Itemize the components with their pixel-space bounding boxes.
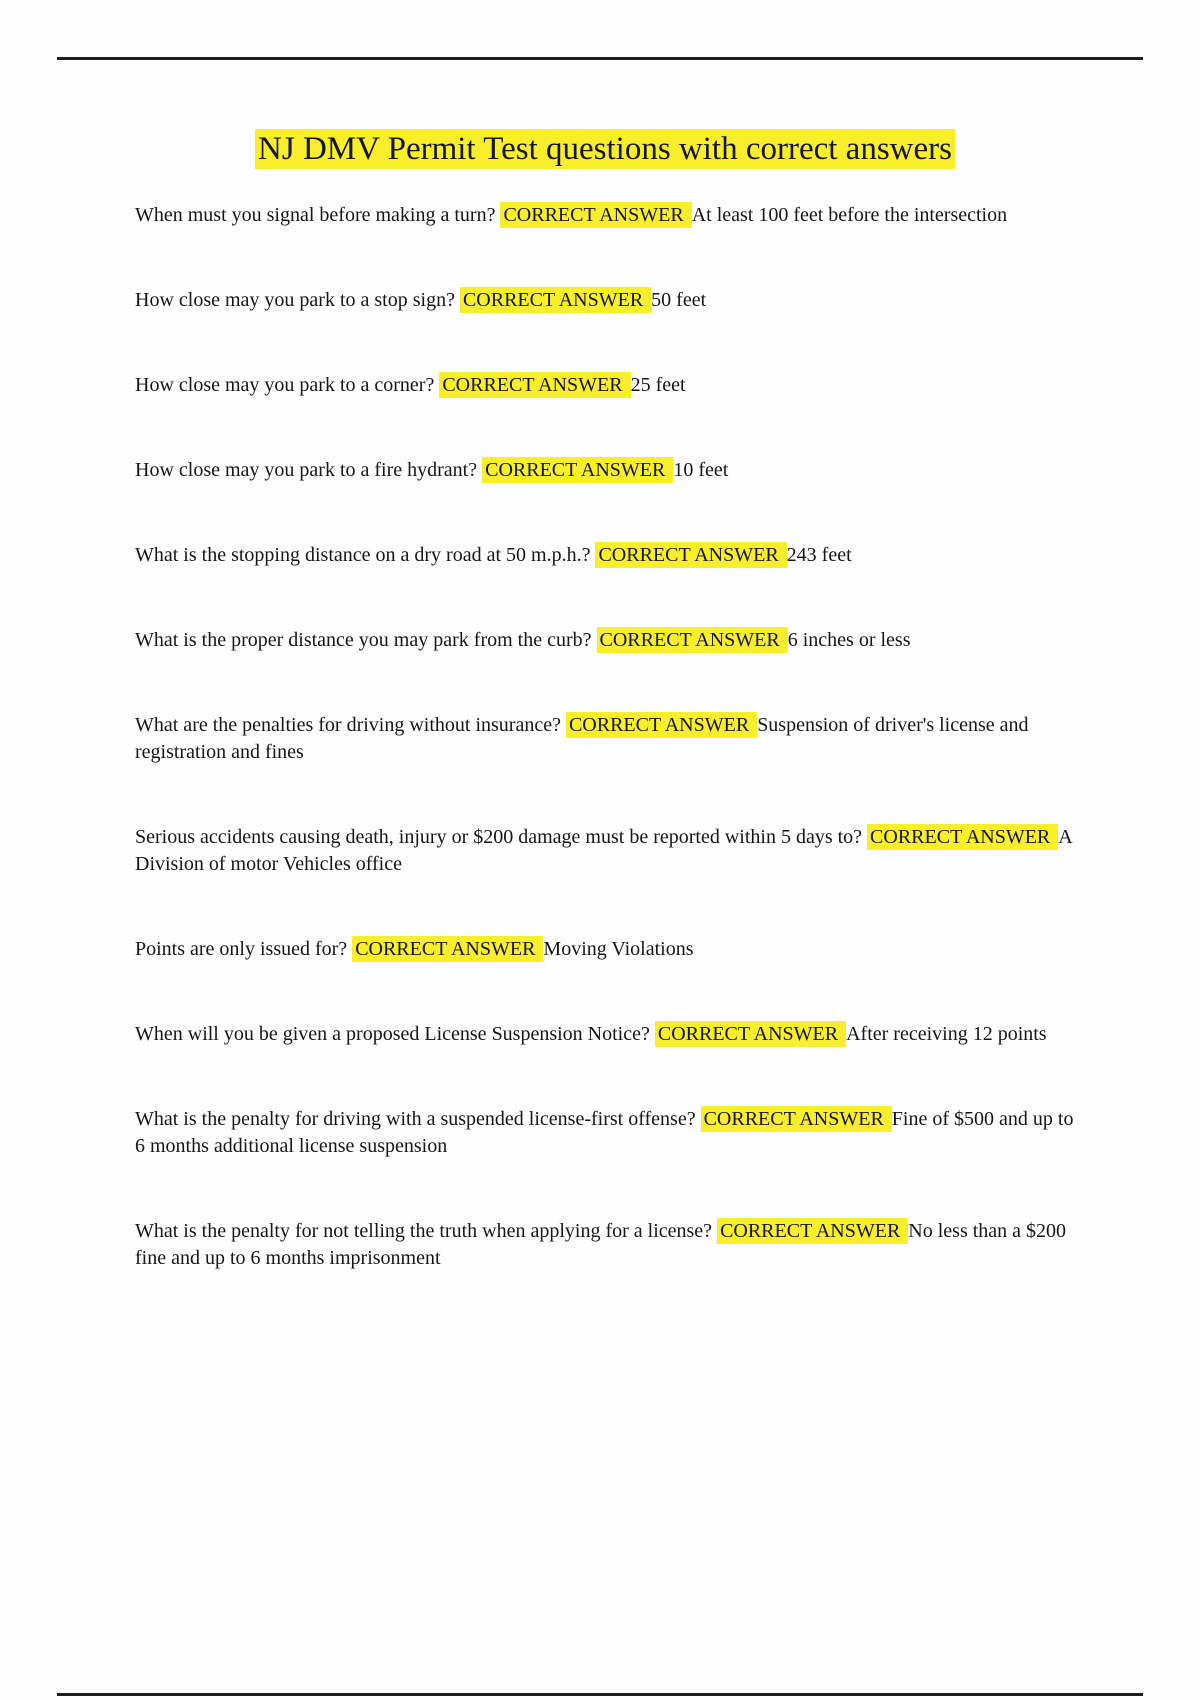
correct-answer-highlight: CORRECT ANSWER bbox=[352, 936, 543, 962]
question-text: What is the proper distance you may park from the curb? bbox=[135, 629, 597, 651]
correct-answer-highlight: CORRECT ANSWER bbox=[717, 1218, 908, 1244]
answer-text: Fine of $500 and up to 6 months additional license suspension bbox=[135, 1108, 1074, 1157]
question-text: What are the penalties for driving without insurance? bbox=[135, 714, 566, 736]
question-answer-item bbox=[135, 1218, 1075, 1272]
question-answer-item bbox=[135, 372, 1075, 399]
correct-answer-highlight: CORRECT ANSWER bbox=[595, 542, 786, 568]
document-content bbox=[135, 126, 1075, 1330]
correct-answer-highlight: CORRECT ANSWER bbox=[597, 627, 788, 653]
question-answer-item bbox=[135, 287, 1075, 314]
answer-text: 243 feet bbox=[786, 544, 852, 566]
question-answer-item bbox=[135, 542, 1075, 569]
question-answer-item bbox=[135, 824, 1075, 878]
top-rule bbox=[57, 57, 1143, 60]
correct-answer-highlight: CORRECT ANSWER bbox=[482, 457, 673, 483]
question-list bbox=[135, 202, 1075, 1272]
question-answer-item bbox=[135, 627, 1075, 654]
question-answer-item bbox=[135, 202, 1075, 229]
answer-text: A Division of motor Vehicles office bbox=[135, 826, 1072, 875]
answer-text: Moving Violations bbox=[543, 938, 694, 960]
title-highlight: NJ DMV Permit Test questions with correct answers bbox=[255, 129, 955, 169]
correct-answer-highlight: CORRECT ANSWER bbox=[500, 202, 691, 228]
bottom-rule bbox=[57, 1693, 1143, 1696]
answer-text: After receiving 12 points bbox=[846, 1023, 1047, 1045]
answer-text: Suspension of driver's license and registration and fines bbox=[135, 714, 1029, 763]
question-text: What is the stopping distance on a dry road at 50 m.p.h.? bbox=[135, 544, 596, 566]
question-answer-item bbox=[135, 712, 1075, 766]
answer-text: 50 feet bbox=[651, 289, 707, 311]
question-answer-item bbox=[135, 457, 1075, 484]
answer-text: 10 feet bbox=[673, 459, 729, 481]
question-text: When must you signal before making a turn? bbox=[135, 204, 501, 226]
question-text: How close may you park to a corner? bbox=[135, 374, 440, 396]
correct-answer-highlight: CORRECT ANSWER bbox=[655, 1021, 846, 1047]
page-title bbox=[135, 126, 1075, 172]
correct-answer-highlight: CORRECT ANSWER bbox=[867, 824, 1058, 850]
question-text: How close may you park to a stop sign? bbox=[135, 289, 460, 311]
question-text: When will you be given a proposed License Suspension Notice? bbox=[135, 1023, 655, 1045]
answer-text: 25 feet bbox=[630, 374, 686, 396]
question-answer-item bbox=[135, 1106, 1075, 1160]
correct-answer-highlight: CORRECT ANSWER bbox=[566, 712, 757, 738]
correct-answer-highlight: CORRECT ANSWER bbox=[460, 287, 651, 313]
question-text: What is the penalty for driving with a suspended license-first offense? bbox=[135, 1108, 701, 1130]
answer-text: No less than a $200 fine and up to 6 months imprisonment bbox=[135, 1220, 1067, 1269]
correct-answer-highlight: CORRECT ANSWER bbox=[439, 372, 630, 398]
correct-answer-highlight: CORRECT ANSWER bbox=[701, 1106, 892, 1132]
question-text: What is the penalty for not telling the truth when applying for a license? bbox=[135, 1220, 718, 1242]
question-text: How close may you park to a fire hydrant? bbox=[135, 459, 483, 481]
question-text: Points are only issued for? bbox=[135, 938, 353, 960]
question-answer-item bbox=[135, 936, 1075, 963]
question-text: Serious accidents causing death, injury or $200 damage must be reported within 5 days to? bbox=[135, 826, 868, 848]
question-answer-item bbox=[135, 1021, 1075, 1048]
answer-text: At least 100 feet before the intersection bbox=[691, 204, 1008, 226]
answer-text: 6 inches or less bbox=[787, 629, 911, 651]
